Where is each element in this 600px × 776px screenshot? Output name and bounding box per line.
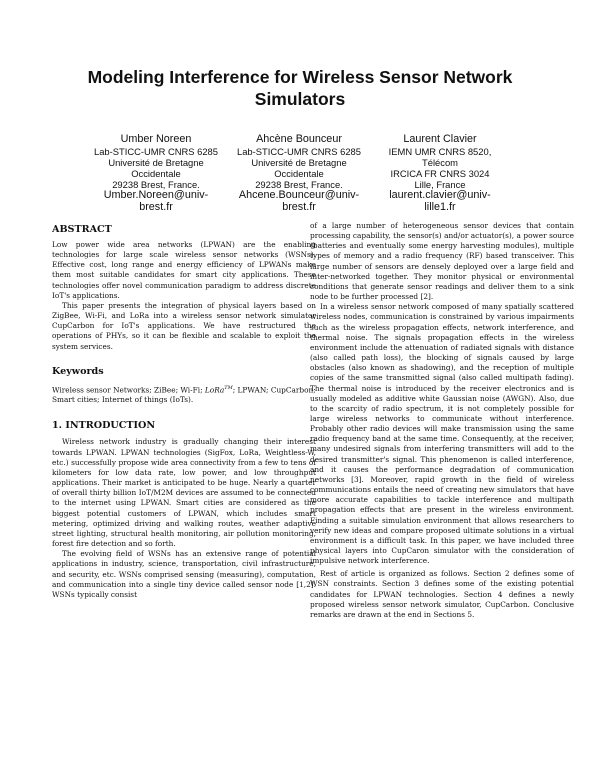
author-email-line[interactable]: Ahcene.Bounceur@univ- xyxy=(238,189,360,201)
author-name: Laurent Clavier xyxy=(403,133,477,145)
author-affiliation-line: 29238 Brest, France. xyxy=(112,179,200,190)
author-affiliation-line: 29238 Brest, France. xyxy=(255,179,343,190)
introduction-paragraph: of a large number of heterogeneous sensor devices that contain processing capability, the sensor(s) and/or actuator(s), a power source (batteries and eventually some energy harvesting modules), multiple types of memory and a radio frequency (RF) based transceiver. This large number of sensors are densely deployed over a large field and inter-networked together. They monitor physical or environmental conditions that generate sensor readings and deliver them to a sink node to be further processed [2]. xyxy=(310,221,574,302)
author-email-line[interactable]: lille1.fr xyxy=(424,200,456,213)
introduction-paragraph: Wireless network industry is gradually changing their interest towards LPWAN. LPWAN technologies (SigFox, LoRa, Weightless-W, etc.) successfully propose wide area connectivity from a few to tens of kilometers for low data rate, low power, and low throughput applications. Their market is anticipated to be huge. Nearly a quarter of overall thirty billion IoT/M2M devices are assumed to be connected to the internet using LPWAN. Smart cities are considered as the biggest potential customers of LPWAN, which includes smart metering, optimized driving and walking routes, weather adaptive street lighting, structural health monitoring, air pollution monitoring, forest fire detection and so forth. xyxy=(52,437,316,549)
author-affiliation-line: Lille, France xyxy=(414,179,466,190)
paper-title: Modeling Interference for Wireless Sensor Network Simulators xyxy=(87,67,513,109)
right-column xyxy=(310,221,574,620)
author-affiliation-line: IRCICA FR CNRS 3024 xyxy=(390,168,490,179)
author-name: Umber Noreen xyxy=(120,133,192,145)
author-affiliation-line: Lab-STICC-UMR CNRS 6285 xyxy=(94,146,218,157)
abstract-paragraph: This paper presents the integration of physical layers based on ZigBee, Wi-Fi, and LoRa into a wireless sensor network simulator CupCarbon for IoT's applications. We have restructured the operations of PHYs, so it can be flexible and scalable to exploit the system services. xyxy=(52,300,316,351)
keywords-part: ; LPWAN; CupCarbon; Smart cities; Internet of things (IoTs). xyxy=(52,385,316,405)
author-block-3 xyxy=(350,133,530,213)
keywords-heading: Keywords xyxy=(52,365,104,377)
author-affiliation-line: Occidentale xyxy=(274,168,324,179)
keywords-trademark: TM xyxy=(224,384,233,391)
author-name: Ahcène Bounceur xyxy=(256,133,342,145)
author-email-line[interactable]: brest.fr xyxy=(282,200,316,213)
author-email-line[interactable]: Umber.Noreen@univ- xyxy=(103,189,209,201)
left-column xyxy=(52,224,316,600)
author-affiliation-line: Université de Bretagne xyxy=(251,157,347,168)
author-affiliation-line: Lab-STICC-UMR CNRS 6285 xyxy=(237,146,361,157)
introduction-heading: 1. INTRODUCTION xyxy=(52,420,156,432)
author-email-line[interactable]: brest.fr xyxy=(139,200,173,213)
introduction-paragraph: In a wireless sensor network composed of many spatially scattered wireless nodes, communication is constrained by various impairments such as the wireless propagation effects, network interference, and thermal noise. The signals propagation effects in the wireless environment include the attenuation of radiated signals with distance (also called path loss), the blocking of signals caused by large obstacles (also known as shadowing), and the reception of multiple copies of the same transmitted signal (also called multipath fading). The thermal noise is introduced by the receiver electronics and is usually modeled as additive white Gaussian noise (AWGN). Also, due to the scarcity of radio spectrum, it is not completely possible for large wireless networks to communicate without interference. Probably other radio devices will make transmission using the same radio frequency band at the same time. Consequently, at the receiver, many undesired signals from interfering transmitters will add to the desired transmitter's signal. This phenomenon is called interference, and it causes the performance degradation of communication networks [3]. Moreover, rapid growth in the field of wireless communications entails the need of creating new simulators that have more accurate capabilities to tackle interference and multipath propagation effects that are present in the wireless environment. Finding a suitable simulation environment that allows researchers to verify new ideas and compare proposed ultimate solutions in a virtual environment is a difficult task. In this paper, we have included three physical layers into CupCaron simulator with the consideration of impulsive network interference. xyxy=(310,302,574,566)
author-email-line[interactable]: laurent.clavier@univ- xyxy=(389,189,491,201)
author-affiliation-line: Université de Bretagne xyxy=(108,157,204,168)
author-affiliation-line: Télécom xyxy=(422,157,458,168)
keywords-text xyxy=(52,383,316,406)
abstract-heading: ABSTRACT xyxy=(52,224,112,235)
introduction-paragraph: Rest of article is organized as follows. Section 2 defines some of WSN constraints. Section 3 defines some of the existing potential candidates for LPWAN technologies. Section 4 defines a newly proposed wireless sensor network simulator, CupCarbon. Conclusive remarks are drawn at the end in Sections 5. xyxy=(310,569,574,619)
abstract-paragraph: Low power wide area networks (LPWAN) are the enabling technologies for large scale wireless sensor networks (WSNs). Effective cost, long range and energy efficiency of LPWANs make them most suitable candidates for smart city applications. These technologies offer novel communication paradigm to address discrete IoT's applications. xyxy=(52,240,316,300)
keywords-lora: LoRa xyxy=(204,385,225,395)
author-affiliation-line: IEMN UMR CNRS 8520, xyxy=(388,146,492,157)
author-affiliation-line: Occidentale xyxy=(131,168,181,179)
introduction-paragraph: The evolving field of WSNs has an extensive range of potential applications in industry, science, transportation, civil infrastructure, and security, etc. WSNs comprised sensing (measuring), computation, and communication into a single tiny device called sensor node [1,2]. WSNs typically consist xyxy=(52,549,316,599)
keywords-part: Wireless sensor Networks; ZiBee; Wi-Fi; xyxy=(52,385,205,395)
